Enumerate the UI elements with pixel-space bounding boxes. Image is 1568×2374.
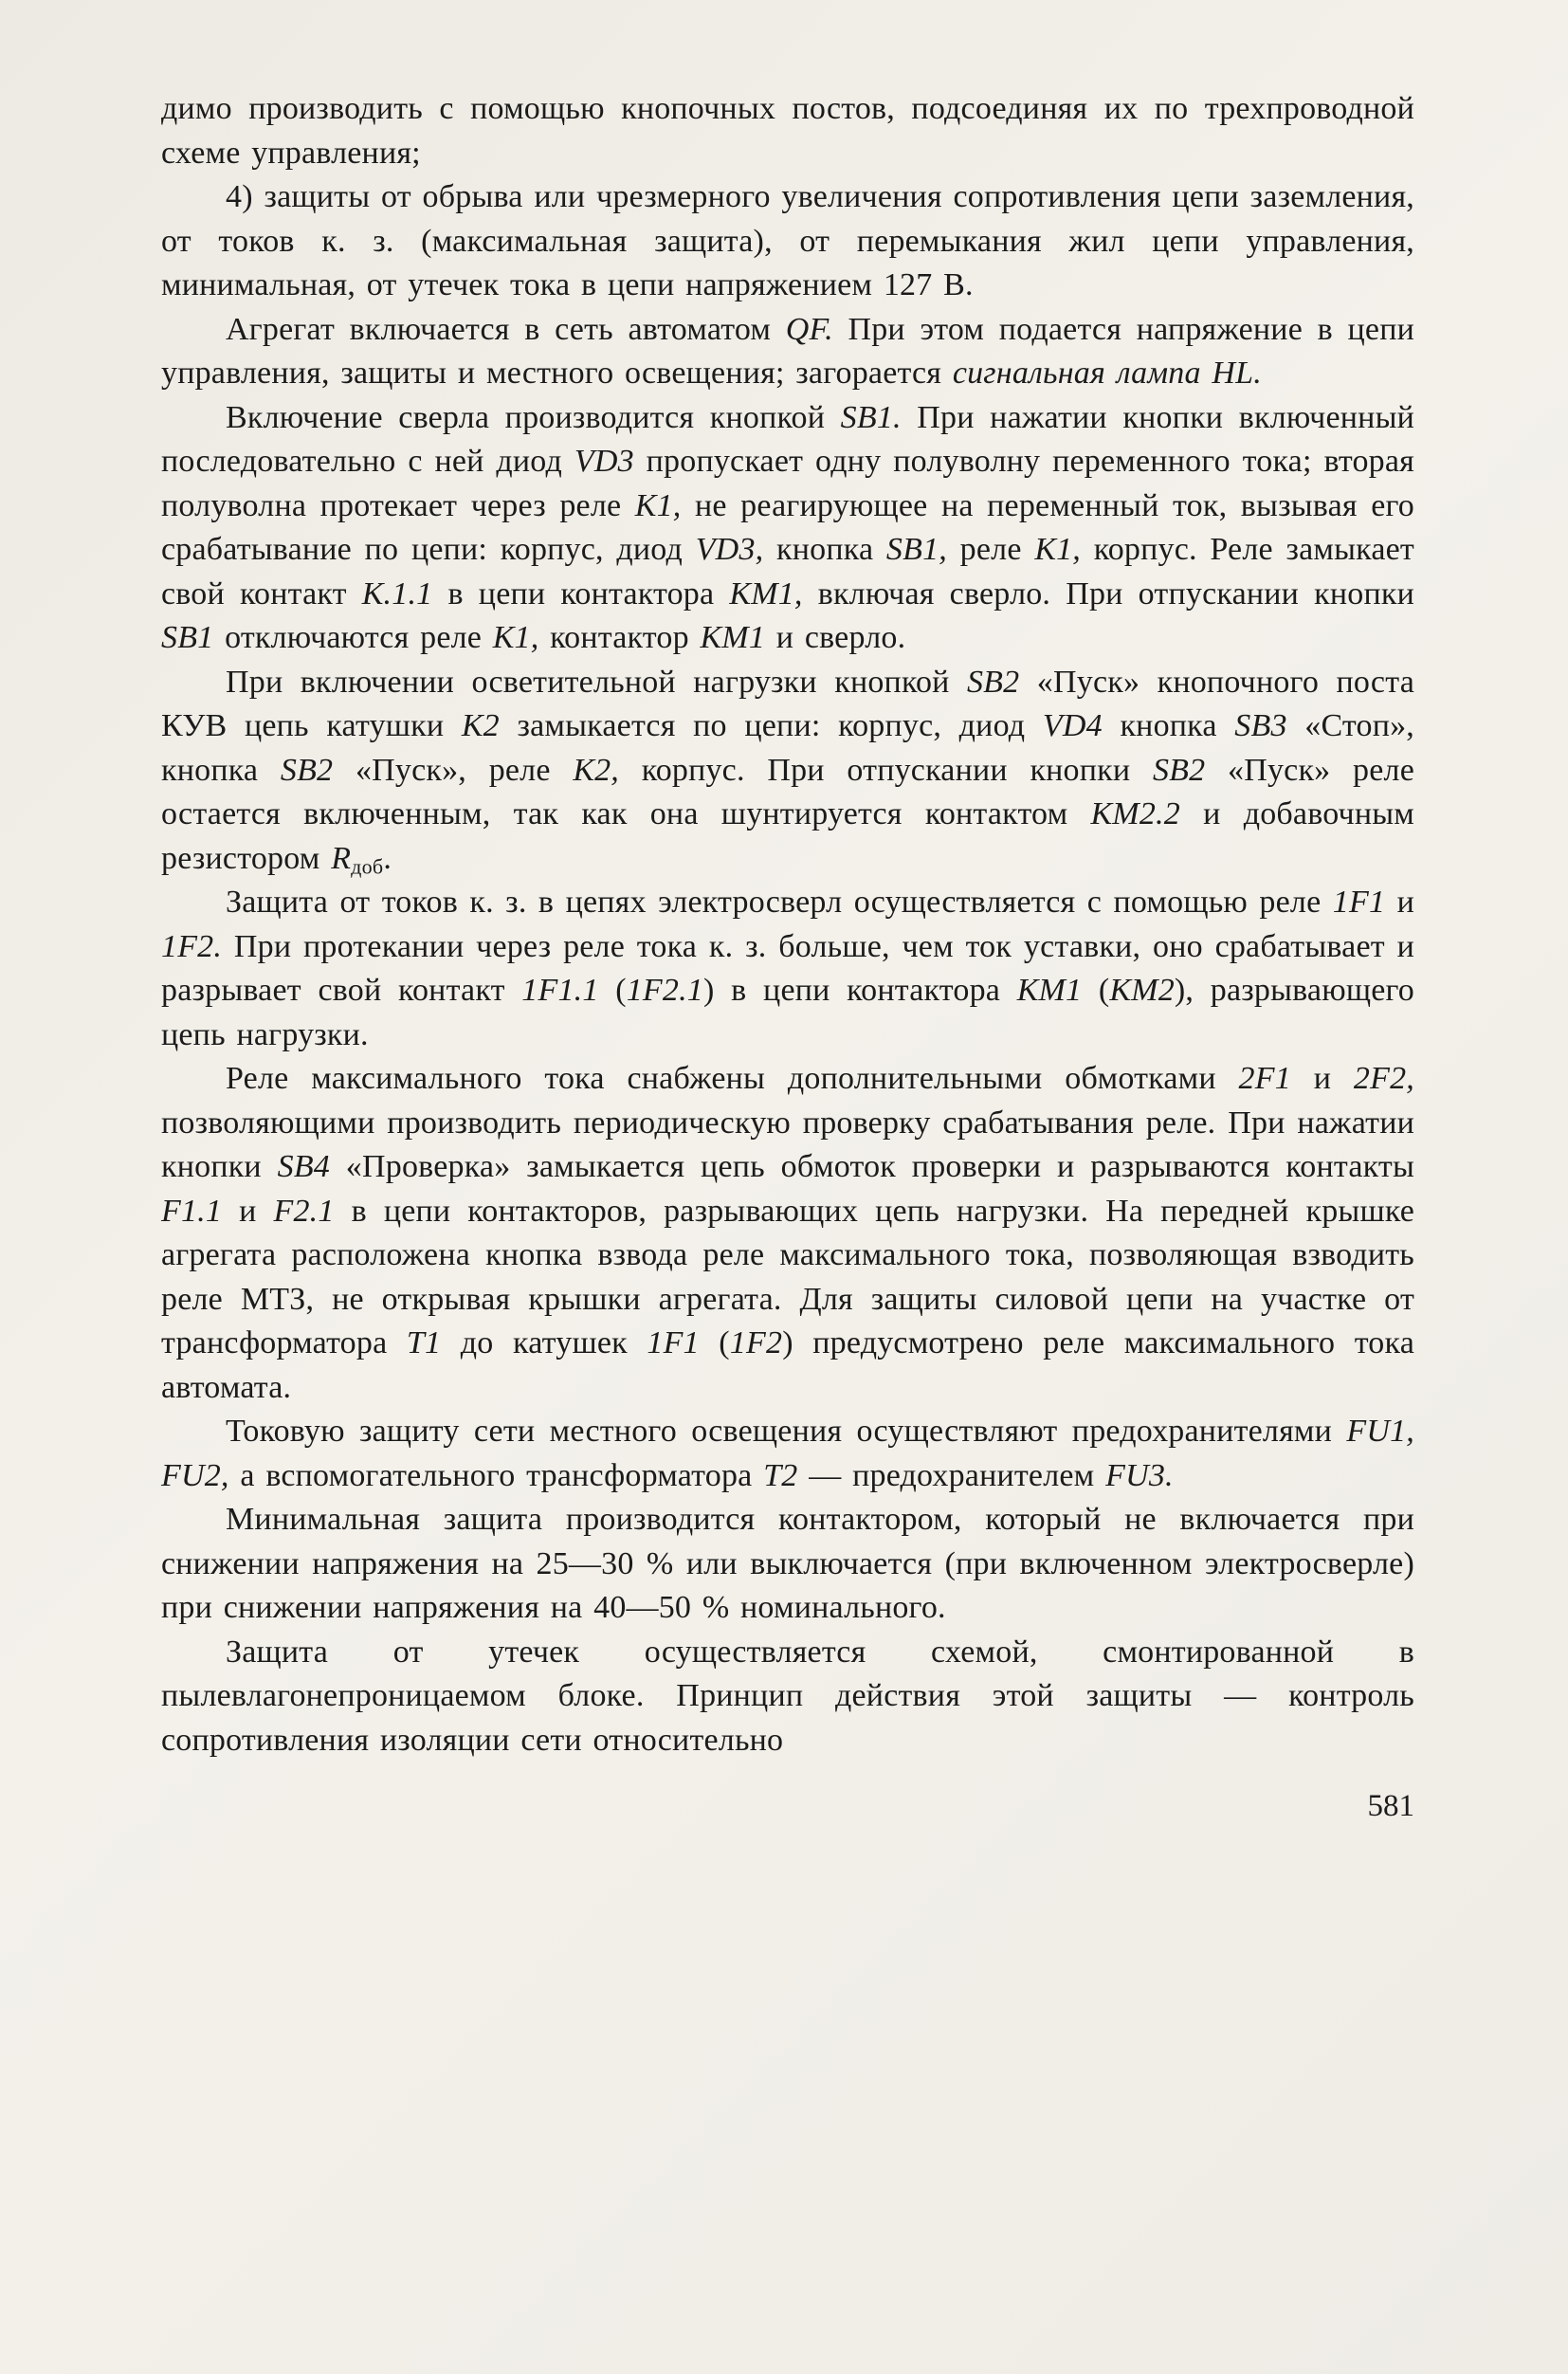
body-text: Токовую защиту сети местного освещения осуществляют предохранителями [226, 1414, 1347, 1449]
device-designator: 1F2. [161, 928, 223, 964]
paragraph [161, 1057, 1414, 1410]
device-designator: FU1, FU2, [161, 1414, 1414, 1493]
device-designator: К1, [1034, 532, 1082, 567]
device-designator: SB2 [1152, 752, 1206, 788]
device-designator: SB3 [1234, 708, 1287, 743]
device-designator: К2, [573, 752, 620, 788]
body-text: «Пуск» кнопочного поста КУВ цепь катушки [161, 664, 1414, 743]
body-text: 4) защиты от обрыва или чрезмерного увеличения сопротивления цепи заземления, от токов к. з. (максимальная защита), от перемыкания жил цепи управления, минимальная, от утечек тока в цепи напряжением 127 В. [161, 179, 1414, 302]
body-text: и добавочным резистором [161, 796, 1414, 876]
device-designator: К.1.1 [361, 575, 433, 612]
device-designator: SB2 [966, 664, 1020, 700]
body-text: контактор [538, 620, 701, 655]
device-designator: КМ2 [1109, 973, 1175, 1008]
device-designator: QF. [785, 311, 833, 347]
paragraph [161, 1498, 1414, 1631]
device-designator: КМ1 [700, 620, 766, 655]
device-designator: VD3, [695, 532, 764, 567]
body-text: — предохранителем [797, 1457, 1106, 1493]
body-text: Защита от утечек осуществляется схемой, смонтированной в пылевлагонепроницаемом блоке. Принцип действия этой защиты — контроль сопротивления изоляции сети относительно [161, 1634, 1414, 1758]
device-designator: 1F2.1 [626, 973, 704, 1008]
body-text: При этом подается напряжение в цепи управления, защиты и местного освещения; загорается [161, 311, 1414, 391]
device-designator: SB2 [280, 752, 334, 788]
paragraph [161, 661, 1414, 882]
body-text: пропускает одну полуволну переменного тока; вторая полуволна протекает через реле [161, 444, 1414, 523]
body-text: Реле максимального тока снабжены дополнительными обмотками [226, 1061, 1239, 1096]
body-text: Включение сверла производится кнопкой [226, 399, 841, 435]
body-text: Защита от токов к. з. в цепях электросверл осуществляется с помощью реле [226, 885, 1333, 920]
body-text: включая сверло. При отпускании кнопки [802, 575, 1414, 612]
device-designator: SB1 [161, 620, 214, 655]
device-designator: 1F1 [647, 1325, 700, 1360]
paragraph [161, 1410, 1414, 1498]
device-designator: F1.1 [161, 1193, 223, 1229]
device-designator: FU3. [1105, 1457, 1174, 1493]
page-number: 581 [1367, 1789, 1414, 1823]
body-text: отключаются реле [213, 620, 493, 655]
body-text: в цепи контактора [432, 575, 730, 612]
device-designator: 2F2, [1353, 1061, 1414, 1096]
body-text: «Стоп», кнопка [161, 708, 1415, 788]
body-text: корпус. Реле замыкает свой контакт [161, 532, 1414, 612]
device-designator: К1, [492, 620, 539, 655]
body-text: «Проверка» замыкается цепь обмоток проверки и разрываются контакты [330, 1149, 1414, 1184]
device-designator: VD4 [1042, 708, 1103, 743]
device-designator: R [331, 840, 352, 876]
device-designator: F2.1 [273, 1193, 335, 1229]
body-text: корпус. При отпускании кнопки [619, 752, 1153, 788]
device-designator: К1, [634, 487, 682, 523]
body-text: кнопка [1102, 708, 1235, 743]
device-designator: КМ2.2 [1090, 796, 1180, 831]
body-text: а вспомогательного трансформатора [228, 1457, 764, 1493]
device-designator: КМ1 [1016, 973, 1083, 1008]
body-text: При нажатии кнопки включенный последовательно с ней диод [161, 399, 1415, 479]
device-designator: Т1 [406, 1325, 442, 1360]
body-text: и [1385, 885, 1414, 920]
device-designator: сигнальная лампа HL. [952, 356, 1262, 391]
paragraph [161, 308, 1414, 396]
text-block [161, 87, 1414, 1762]
body-text: позволяющими производить периодическую проверку срабатывания реле. При нажатии кнопки [161, 1105, 1414, 1184]
body-text: димо производить с помощью кнопочных постов, подсоединяя их по трехпроводной схеме управления; [161, 91, 1414, 171]
device-designator: SB4 [277, 1149, 330, 1184]
body-text: ( [699, 1325, 730, 1360]
body-text: ( [1082, 973, 1110, 1008]
body-text: в цепи контакторов, разрывающих цепь нагрузки. На передней крышке агрегата расположена кнопка взвода реле максимального тока, позволяющая взводить реле МТЗ, не открывая крышки агрегата. Для защиты силовой цепи на участке от трансформатора [161, 1193, 1415, 1360]
body-text: При включении осветительной нагрузки кнопкой [226, 664, 967, 700]
body-text: ), разрывающего цепь нагрузки. [161, 973, 1414, 1052]
body-text: Агрегат включается в сеть автоматом [226, 311, 786, 347]
device-designator: 1F1 [1332, 885, 1386, 920]
body-text: и [1290, 1061, 1354, 1096]
device-designator: КМ1, [729, 575, 803, 612]
paragraph [161, 1631, 1414, 1763]
body-text: кнопка [763, 532, 886, 567]
body-text: При протекании через реле тока к. з. больше, чем ток уставки, оно срабатывает и разрывает свой контакт [161, 928, 1414, 1008]
paragraph [161, 881, 1414, 1057]
paragraph [161, 396, 1414, 661]
device-designator: 1F2 [729, 1325, 783, 1360]
device-designator: 2F1 [1238, 1061, 1291, 1096]
device-designator: SB1. [840, 399, 902, 435]
body-text: . [383, 840, 392, 876]
paragraph [161, 87, 1414, 175]
subscript-text: доб [351, 854, 384, 879]
body-text: реле [947, 532, 1035, 567]
body-text: и сверло. [765, 620, 906, 655]
body-text: ( [598, 973, 627, 1008]
device-designator: К2 [461, 708, 500, 743]
device-designator: VD3 [574, 444, 634, 479]
device-designator: 1F1.1 [521, 973, 599, 1008]
body-text: Минимальная защита производится контактором, который не включается при снижении напряжения на 25—30 % или выключается (при включенном электросверле) при снижении напряжения на 40—50 % номинального. [161, 1502, 1414, 1625]
body-text: «Пуск», реле [333, 752, 574, 788]
body-text: не реагирующее на переменный ток, вызывая его срабатывание по цепи: корпус, диод [161, 487, 1414, 567]
body-text: замыкается по цепи: корпус, диод [499, 708, 1043, 743]
device-designator: SB1, [885, 532, 947, 567]
paragraph [161, 175, 1414, 308]
body-text: «Пуск» реле остается включенным, так как она шунтируется контактом [161, 752, 1414, 831]
device-designator: Т2 [763, 1457, 798, 1493]
body-text: ) предусмотрено реле максимального тока автомата. [161, 1325, 1414, 1405]
body-text: ) в цепи контактора [703, 973, 1017, 1008]
body-text: и [222, 1193, 274, 1229]
body-text: до катушек [441, 1325, 647, 1360]
